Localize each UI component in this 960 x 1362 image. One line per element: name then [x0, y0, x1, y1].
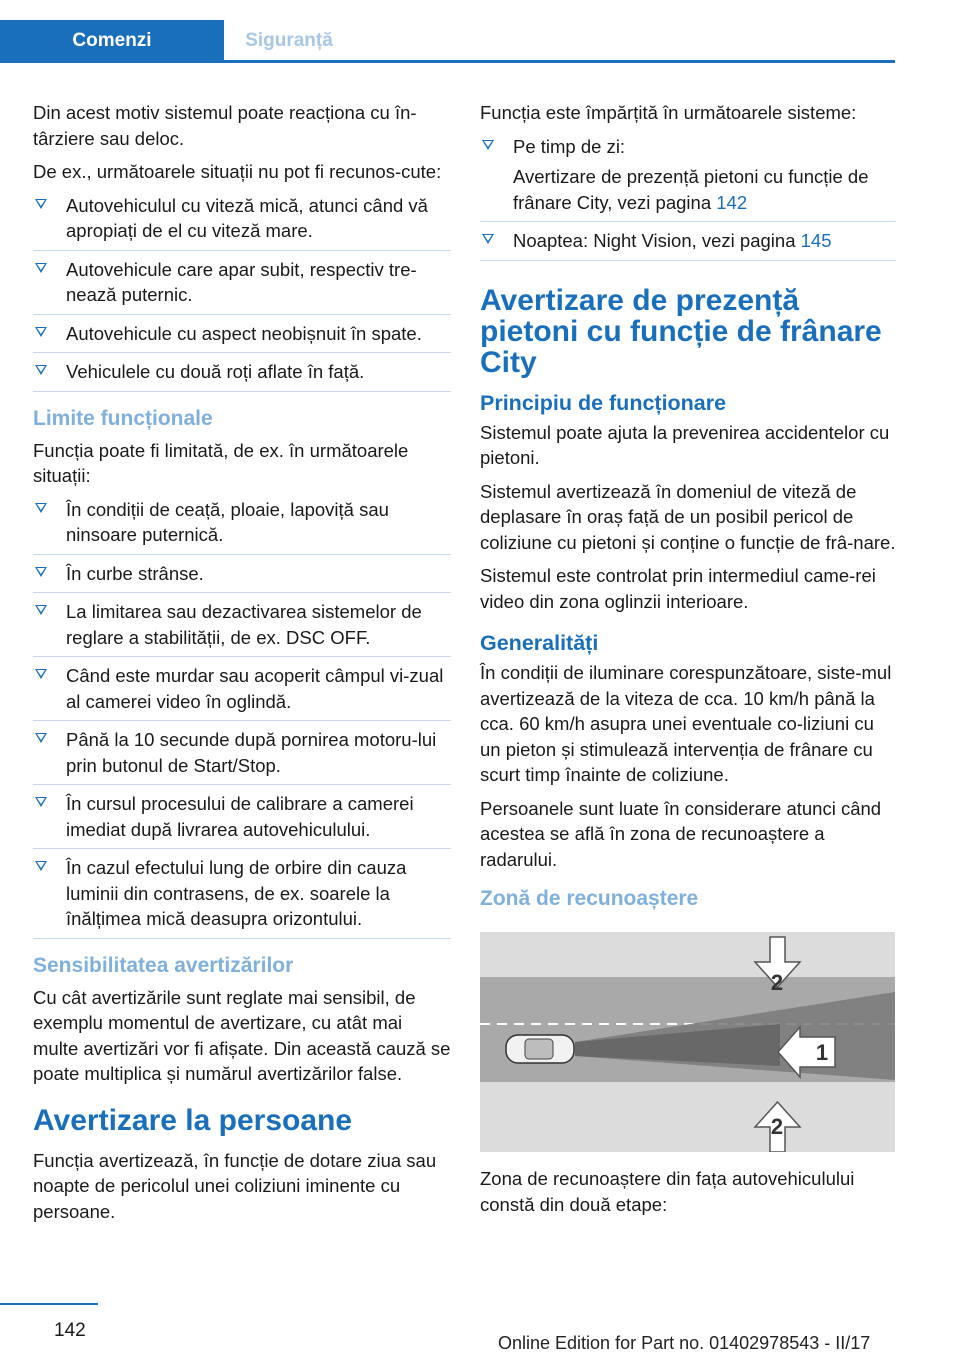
paragraph: Sistemul avertizează în domeniul de viteză de deplasare în oraș față de un posibil pericol de coliziune cu pietoni și conține o funcție de frâ-nare. — [480, 480, 896, 553]
list-item: Până la 10 secunde după pornirea motoru-lui prin butonul de Start/Stop. — [33, 727, 451, 785]
detection-zone-diagram — [480, 932, 895, 1152]
detection-zone-figure — [480, 932, 895, 1152]
zone-label: 2 — [770, 1114, 784, 1139]
paragraph: Sistemul este controlat prin intermediul came-rei video din zona oglinzii interioare. — [480, 565, 876, 612]
bullet-triangle-icon — [35, 503, 47, 513]
page-number: 142 — [54, 1320, 86, 1341]
heading-zone: Zonă de recunoaștere — [480, 887, 699, 910]
bullet-triangle-icon — [35, 669, 47, 679]
paragraph: Funcția poate fi limitată, de ex. în următoarele situații: — [33, 439, 409, 486]
bullet-triangle-icon — [482, 140, 494, 150]
list-item: Autovehicule care apar subit, respectiv tre-nează puternic. — [33, 257, 451, 315]
list-item: Pe timp de zi: Avertizare de prezență pietoni cu funcție de frânare City, vezi pagina 142 — [480, 134, 896, 223]
paragraph: În condiții de iluminare corespunzătoare, siste-mul avertizează de la viteza de cca. 10 km/h până la cca. 60 km/h asupra unei eventuale co-liziuni cu un pieton și stimulează intervenția de frânare cu scurt timp înainte de coliziune. — [480, 662, 892, 785]
list-item: În curbe strânse. — [33, 561, 451, 594]
header-divider — [0, 60, 895, 63]
left-column — [33, 100, 451, 1232]
heading-principle: Principiu de funcționare — [480, 390, 727, 415]
list-item: În cursul procesului de calibrare a camerei imediat după livrarea autovehiculului. — [33, 791, 451, 849]
paragraph: Persoanele sunt luate în considerare atunci când acestea se află în zona de recunoaștere a radarului. — [480, 797, 882, 870]
bullet-triangle-icon — [35, 733, 47, 743]
list-item: Autovehicule cu aspect neobișnuit în spate. — [33, 321, 451, 354]
tab-siguranta[interactable]: Siguranță — [224, 20, 354, 62]
paragraph: Funcția este împărțită în următoarele sisteme: — [480, 102, 857, 123]
zone-label: 2 — [770, 970, 784, 995]
car-icon — [506, 1035, 574, 1063]
bullet-triangle-icon — [35, 605, 47, 615]
bullet-triangle-icon — [35, 567, 47, 577]
right-column — [480, 100, 896, 1225]
list-item: Noaptea: Night Vision, vezi pagina 145 — [480, 228, 896, 261]
bullet-triangle-icon — [482, 234, 494, 244]
list-item: Autovehiculul cu viteză mică, atunci când vă apropiați de el cu viteză mare. — [33, 193, 451, 251]
list-item: În condiții de ceață, ploaie, lapoviță sau ninsoare puternică. — [33, 497, 451, 555]
zone-label: 1 — [815, 1040, 829, 1065]
paragraph: Cu cât avertizările sunt reglate mai sensibil, de exemplu momentul de avertizare, cu atât mai multe avertizări vor fi afișate. Din această cauză se poate multiplica și numărul avertizărilor false. — [33, 986, 451, 1084]
tab-comenzi[interactable]: Comenzi — [0, 20, 224, 62]
page-link-145[interactable]: 145 — [800, 230, 832, 251]
bullet-triangle-icon — [35, 797, 47, 807]
situations-list — [33, 193, 451, 392]
paragraph: Zona de recunoaștere din fața autovehiculului constă din două etape: — [480, 1168, 855, 1215]
limits-list — [33, 497, 451, 939]
heading-sensitivity: Sensibilitatea avertizărilor — [33, 953, 294, 977]
heading-general: Generalități — [480, 631, 599, 655]
list-item: Când este murdar sau acoperit câmpul vi-zual al camerei video în oglindă. — [33, 663, 451, 721]
header-bar — [0, 0, 895, 62]
heading-persons: Avertizare la persoane — [33, 1103, 353, 1137]
paragraph: De ex., următoarele situații nu pot fi recunos-cute: — [33, 161, 442, 182]
heading-city-brake: Avertizare de prezență pietoni cu funcție de frânare City — [480, 283, 882, 379]
bullet-triangle-icon — [35, 263, 47, 273]
heading-limits: Limite funcționale — [33, 406, 213, 430]
footer-divider — [0, 1303, 98, 1305]
bullet-triangle-icon — [35, 365, 47, 375]
bullet-triangle-icon — [35, 861, 47, 871]
list-item: La limitarea sau dezactivarea sistemelor de reglare a stabilității, de ex. DSC OFF. — [33, 599, 451, 657]
page-link-142[interactable]: 142 — [716, 191, 748, 213]
paragraph: Din acest motiv sistemul poate reacționa cu în-târziere sau deloc. — [33, 102, 417, 149]
systems-list — [480, 134, 896, 261]
list-item: Vehiculele cu două roți aflate în față. — [33, 359, 451, 392]
list-item: În cazul efectului lung de orbire din cauza luminii din contrasens, de ex. soarele la înălțimea mică deasupra orizontului. — [33, 855, 451, 939]
edition-note: Online Edition for Part no. 01402978543 - II/17 — [498, 1333, 871, 1353]
paragraph: Funcția avertizează, în funcție de dotare ziua sau noapte de pericolul unei coliziuni iminente cu persoane. — [33, 1149, 437, 1222]
bullet-triangle-icon — [35, 327, 47, 337]
paragraph: Sistemul poate ajuta la prevenirea accidentelor cu pietoni. — [480, 421, 890, 468]
bullet-triangle-icon — [35, 199, 47, 209]
